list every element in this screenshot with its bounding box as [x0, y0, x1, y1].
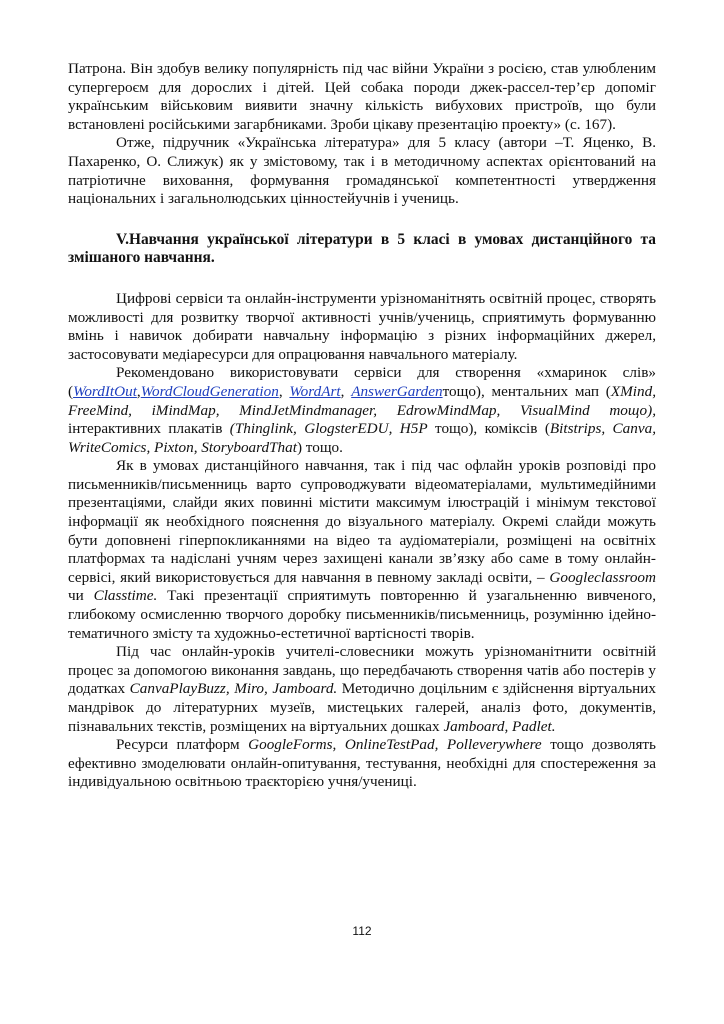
p4-italic-comics: Bitstrips, Canva, WriteComics, Pixton, StoryboardThat [68, 420, 656, 456]
section-heading: V.Навчання української літератури в 5 класі в умовах дистанційного та змішаного навчання. [68, 230, 656, 267]
paragraph-3: Цифрові сервіси та онлайн-інструменти урізноманітнять освітній процес, створять можливості для розвитку творчої активності учнів/учениць, сприятимуть формуванню вмінь і навичок добирати навчальну інформацію з різних інформаційних джерел, застосовувати медіаресурси для опрацювання навчального матеріалу. [68, 289, 656, 363]
link-wordcloudgeneration[interactable]: WordCloudGeneration [140, 382, 279, 400]
paragraph-2: Отже, підручник «Українська література» для 5 класу (автори –Т. Яценко, В. Пахаренко, О. Слижук) як у змістовому, так і в методичному аспектах орієнтований на патріотичне виховання, формування громадянської компетентності утвердження національних і загальнолюдських цінностейучнів і учениць. [68, 134, 656, 208]
p5-text-1: Як в умовах дистанційного навчання, так і під час офлайн уроків розповіді про письменників/письменниць варто супроводжувати відеоматеріалами, мультимедійними презентаціями, слайди яких повинні містити максимум ілюстрацій і мінімум текстової інформації як необхідного пояснення до візуального матеріалу. Окремі слайди можуть бути доповнені гіперпокликаннями на відео та аудіоматеріали, розміщені на освітніх платформах та надіслані учням через захищені канали зв’язку або саме в тому онлайн-сервісі, який використовується для навчання в певному закладі освіти, – [68, 457, 656, 586]
paragraph-1: Патрона. Він здобув велику популярність під час війни України з росією, став улюбленим супергероєм для дорослих і дітей. Цей собака породи джек-рассел-тер’єр допоміг українським військовим виявити значну кількість вибухових пристроїв, що були встановлені російськими загарбниками. Зроби цікаву презентацію проекту» (с. 167). [68, 60, 656, 133]
p4-text-5: тощо), ментальних мап ( [442, 382, 611, 400]
p5-italic-googleclassroom: Googleclassroom [549, 568, 656, 586]
document-page [68, 60, 656, 792]
link-worditout[interactable]: WordItOut [73, 382, 137, 400]
p4-text-1: Рекомендовано використовувати сервіси для створення «хмаринок слів» ( [68, 364, 656, 400]
p6-italic-boards: Jamboard, Padlet. [443, 717, 556, 735]
p4-italic-mindmaps: XMind, FreeMind, iMindMap, MindJetMindmanager, EdrowMindMap, VisualMind тощо), [68, 382, 657, 419]
paragraph-6 [68, 643, 656, 736]
paragraph-5 [68, 457, 656, 643]
p6-text-2: Методично доцільним є здійснення віртуальних мандрівок до літературних музеїв, мистецьких галерей, аналіз фото, документів, пізнавальних текстів, розміщених на віртуальних дошках [68, 680, 656, 735]
paragraph-7 [68, 736, 656, 792]
p4-text-2: , [136, 382, 141, 400]
page-number: 112 [352, 924, 372, 938]
link-wordart[interactable]: WordArt [289, 382, 341, 400]
p6-text-1: Під час онлайн-уроків учителі-словесники можуть урізноманітнити освітній процес за допомогою виконання завдань, що передбачають створення чатів або постерів у додатках [68, 643, 656, 698]
p5-text-2: чи [68, 587, 94, 605]
p5-text-3: Такі презентації сприятимуть повторенню й узагальненню вивченого, глибокому осмисленню творчого доробку письменників/письменниць, розумінню ідейно-тематичного змісту та художньо-естетичної вартісності творів. [68, 587, 656, 642]
p4-text-8: ) тощо. [296, 438, 343, 456]
p4-text-4: , [340, 382, 352, 400]
p4-text-7: тощо), коміксів ( [427, 420, 550, 438]
p6-italic-apps: CanvaPlayBuzz, Miro, Jamboard. [129, 680, 338, 698]
link-answergarden[interactable]: AnswerGarden [351, 382, 443, 400]
p4-text-6: інтерактивних плакатів [68, 420, 230, 438]
p4-italic-posters: (Thinglink, GlogsterEDU, H5P [229, 420, 428, 438]
p5-italic-classtime: Classtime. [93, 587, 158, 605]
p7-text-1: Ресурси платформ [116, 736, 249, 754]
p7-italic-platforms: GoogleForms, OnlineTestPad, Polleverywhere [248, 736, 542, 754]
p4-text-3: , [278, 382, 290, 400]
p7-text-2: тощо дозволять ефективно змоделювати онлайн-опитування, тестування, необхідні для спостереження за індивідуальною освітньою траєкторією учня/учениці. [68, 736, 656, 791]
paragraph-4 [68, 364, 656, 457]
